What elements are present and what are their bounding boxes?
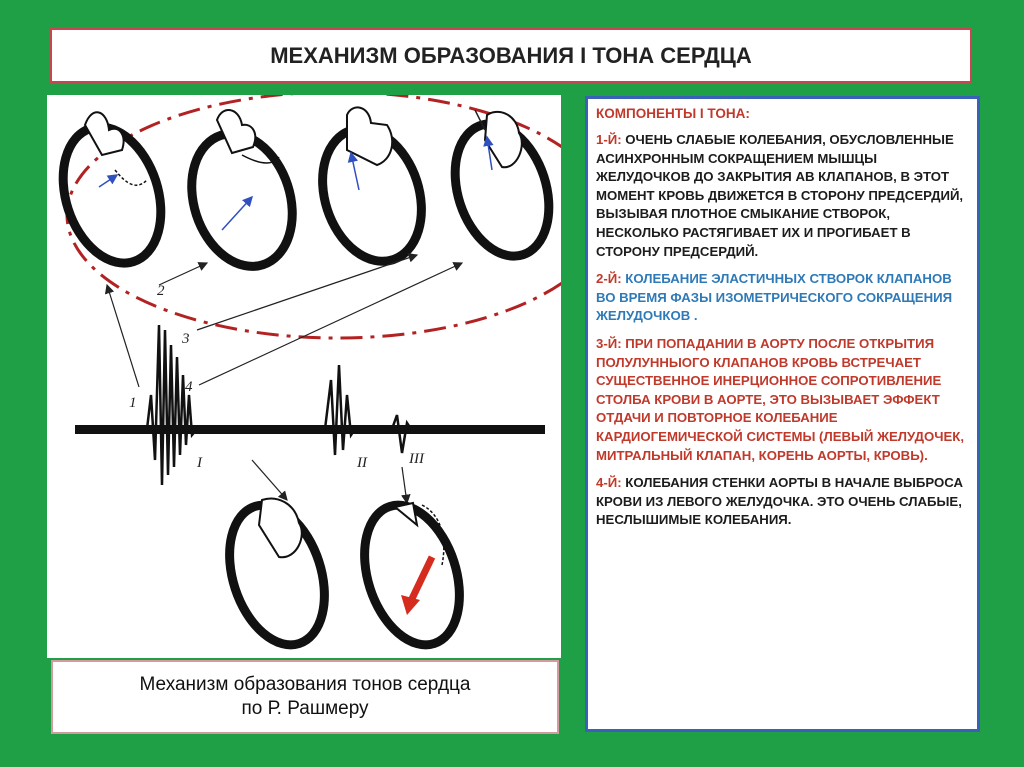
component-number: 3-Й: xyxy=(596,335,622,351)
panel-heading: КОМПОНЕНТЫ I ТОНА: xyxy=(596,106,750,121)
label-4: 4 xyxy=(185,379,193,395)
red-flow-arrow xyxy=(409,557,432,605)
page-title: МЕХАНИЗМ ОБРАЗОВАНИЯ I ТОНА СЕРДЦА xyxy=(270,42,752,68)
component-text: ПРИ ПОПАДАНИИ В АОРТУ ПОСЛЕ ОТКРЫТИЯ ПОЛУЛУННЫОГО КЛАПАНОВ КРОВЬ ВСТРЕЧАЕТ СУЩЕСТВЕННОЕ ИНЕРЦИОННОЕ СОПРОТИВЛЕНИЕ СТОЛБА КРОВИ В АОРТЕ, ЭТО ВЫЗЫВАЕТ ЭФФЕКТ ОТДАЧИ И ПОВТОРНОЕ КОЛЕБАНИЕ КАРДИОГЕМИЧЕСКОЙ СИСТЕМЫ (ЛЕВЫЙ ЖЕЛУДОЧЕК, МИТРАЛЬНЫЙ КЛАПАН, КОРЕНЬ АОРТЫ, КРОВЬ). xyxy=(596,335,964,463)
signal-baseline xyxy=(75,425,545,434)
title-banner xyxy=(50,28,972,83)
heart-diagram-4 xyxy=(439,110,561,268)
component-text: КОЛЕБАНИЯ СТЕНКИ АОРТЫ В НАЧАЛЕ ВЫБРОСА КРОВИ ИЗ ЛЕВОГО ЖЕЛУДОЧКА. ЭТО ОЧЕНЬ СЛАБЫЕ, НЕСЛЫШИМЫЕ КОЛЕБАНИЯ. xyxy=(596,475,963,528)
label-3: 3 xyxy=(182,331,190,347)
components-panel xyxy=(585,96,980,732)
heart-diagram-5 xyxy=(213,493,341,657)
component-number: 2-Й: xyxy=(596,271,622,287)
diagram-figure xyxy=(47,95,561,658)
component-item-4 xyxy=(596,474,969,530)
component-item-2 xyxy=(596,270,969,326)
heart-diagram-1 xyxy=(47,112,177,276)
component-item-3 xyxy=(596,335,969,465)
component-text: КОЛЕБАНИЕ ЭЛАСТИЧНЫХ СТВОРОК КЛАПАНОВ ВО ВРЕМЯ ФАЗЫ ИЗОМЕТРИЧЕСКОГО СОКРАЩЕНИЯ ЖЕЛУДОЧКОВ . xyxy=(596,271,953,324)
tone-label-ii: II xyxy=(357,455,367,471)
heart-diagram-6 xyxy=(348,493,476,657)
label-1: 1 xyxy=(129,395,137,411)
heart-diagram-3 xyxy=(306,107,437,274)
label-2: 2 xyxy=(157,283,165,299)
tone-label-iii: III xyxy=(409,451,424,467)
tone-label-i: I xyxy=(197,455,202,471)
phonocardiogram-diagram xyxy=(47,95,561,658)
component-number: 4-Й: xyxy=(596,475,622,491)
component-text: ОЧЕНЬ СЛАБЫЕ КОЛЕБАНИЯ, ОБУСЛОВЛЕННЫЕ АСИНХРОННЫМ СОКРАЩЕНИЕМ МЫШЦЫ ЖЕЛУДОЧКОВ ДО ЗАКРЫТИЯ АВ КЛАПАНОВ, В ЭТОТ МОМЕНТ КРОВЬ ДВИЖЕТСЯ В СТОРОНУ ПРЕДСЕРДИЙ, ВЫЗЫВАЯ ПЛОТНОЕ СМЫКАНИЕ СТВОРОК, НЕСКОЛЬКО РАСТЯГИВАЕТ ИХ И ПРОГИБАЕТ В СТОРОНУ ПРЕДСЕРДИЙ. xyxy=(596,132,964,259)
second-tone-oscillations xyxy=(325,365,355,455)
caption-line-2: по Р. Рашмеру xyxy=(241,698,369,719)
caption-line-1: Механизм образования тонов сердца xyxy=(139,674,471,695)
component-item-1 xyxy=(596,131,969,261)
component-number: 1-Й: xyxy=(596,132,622,147)
heart-diagram-2 xyxy=(175,110,308,280)
first-tone-oscillations xyxy=(147,325,197,485)
figure-caption xyxy=(51,660,559,734)
